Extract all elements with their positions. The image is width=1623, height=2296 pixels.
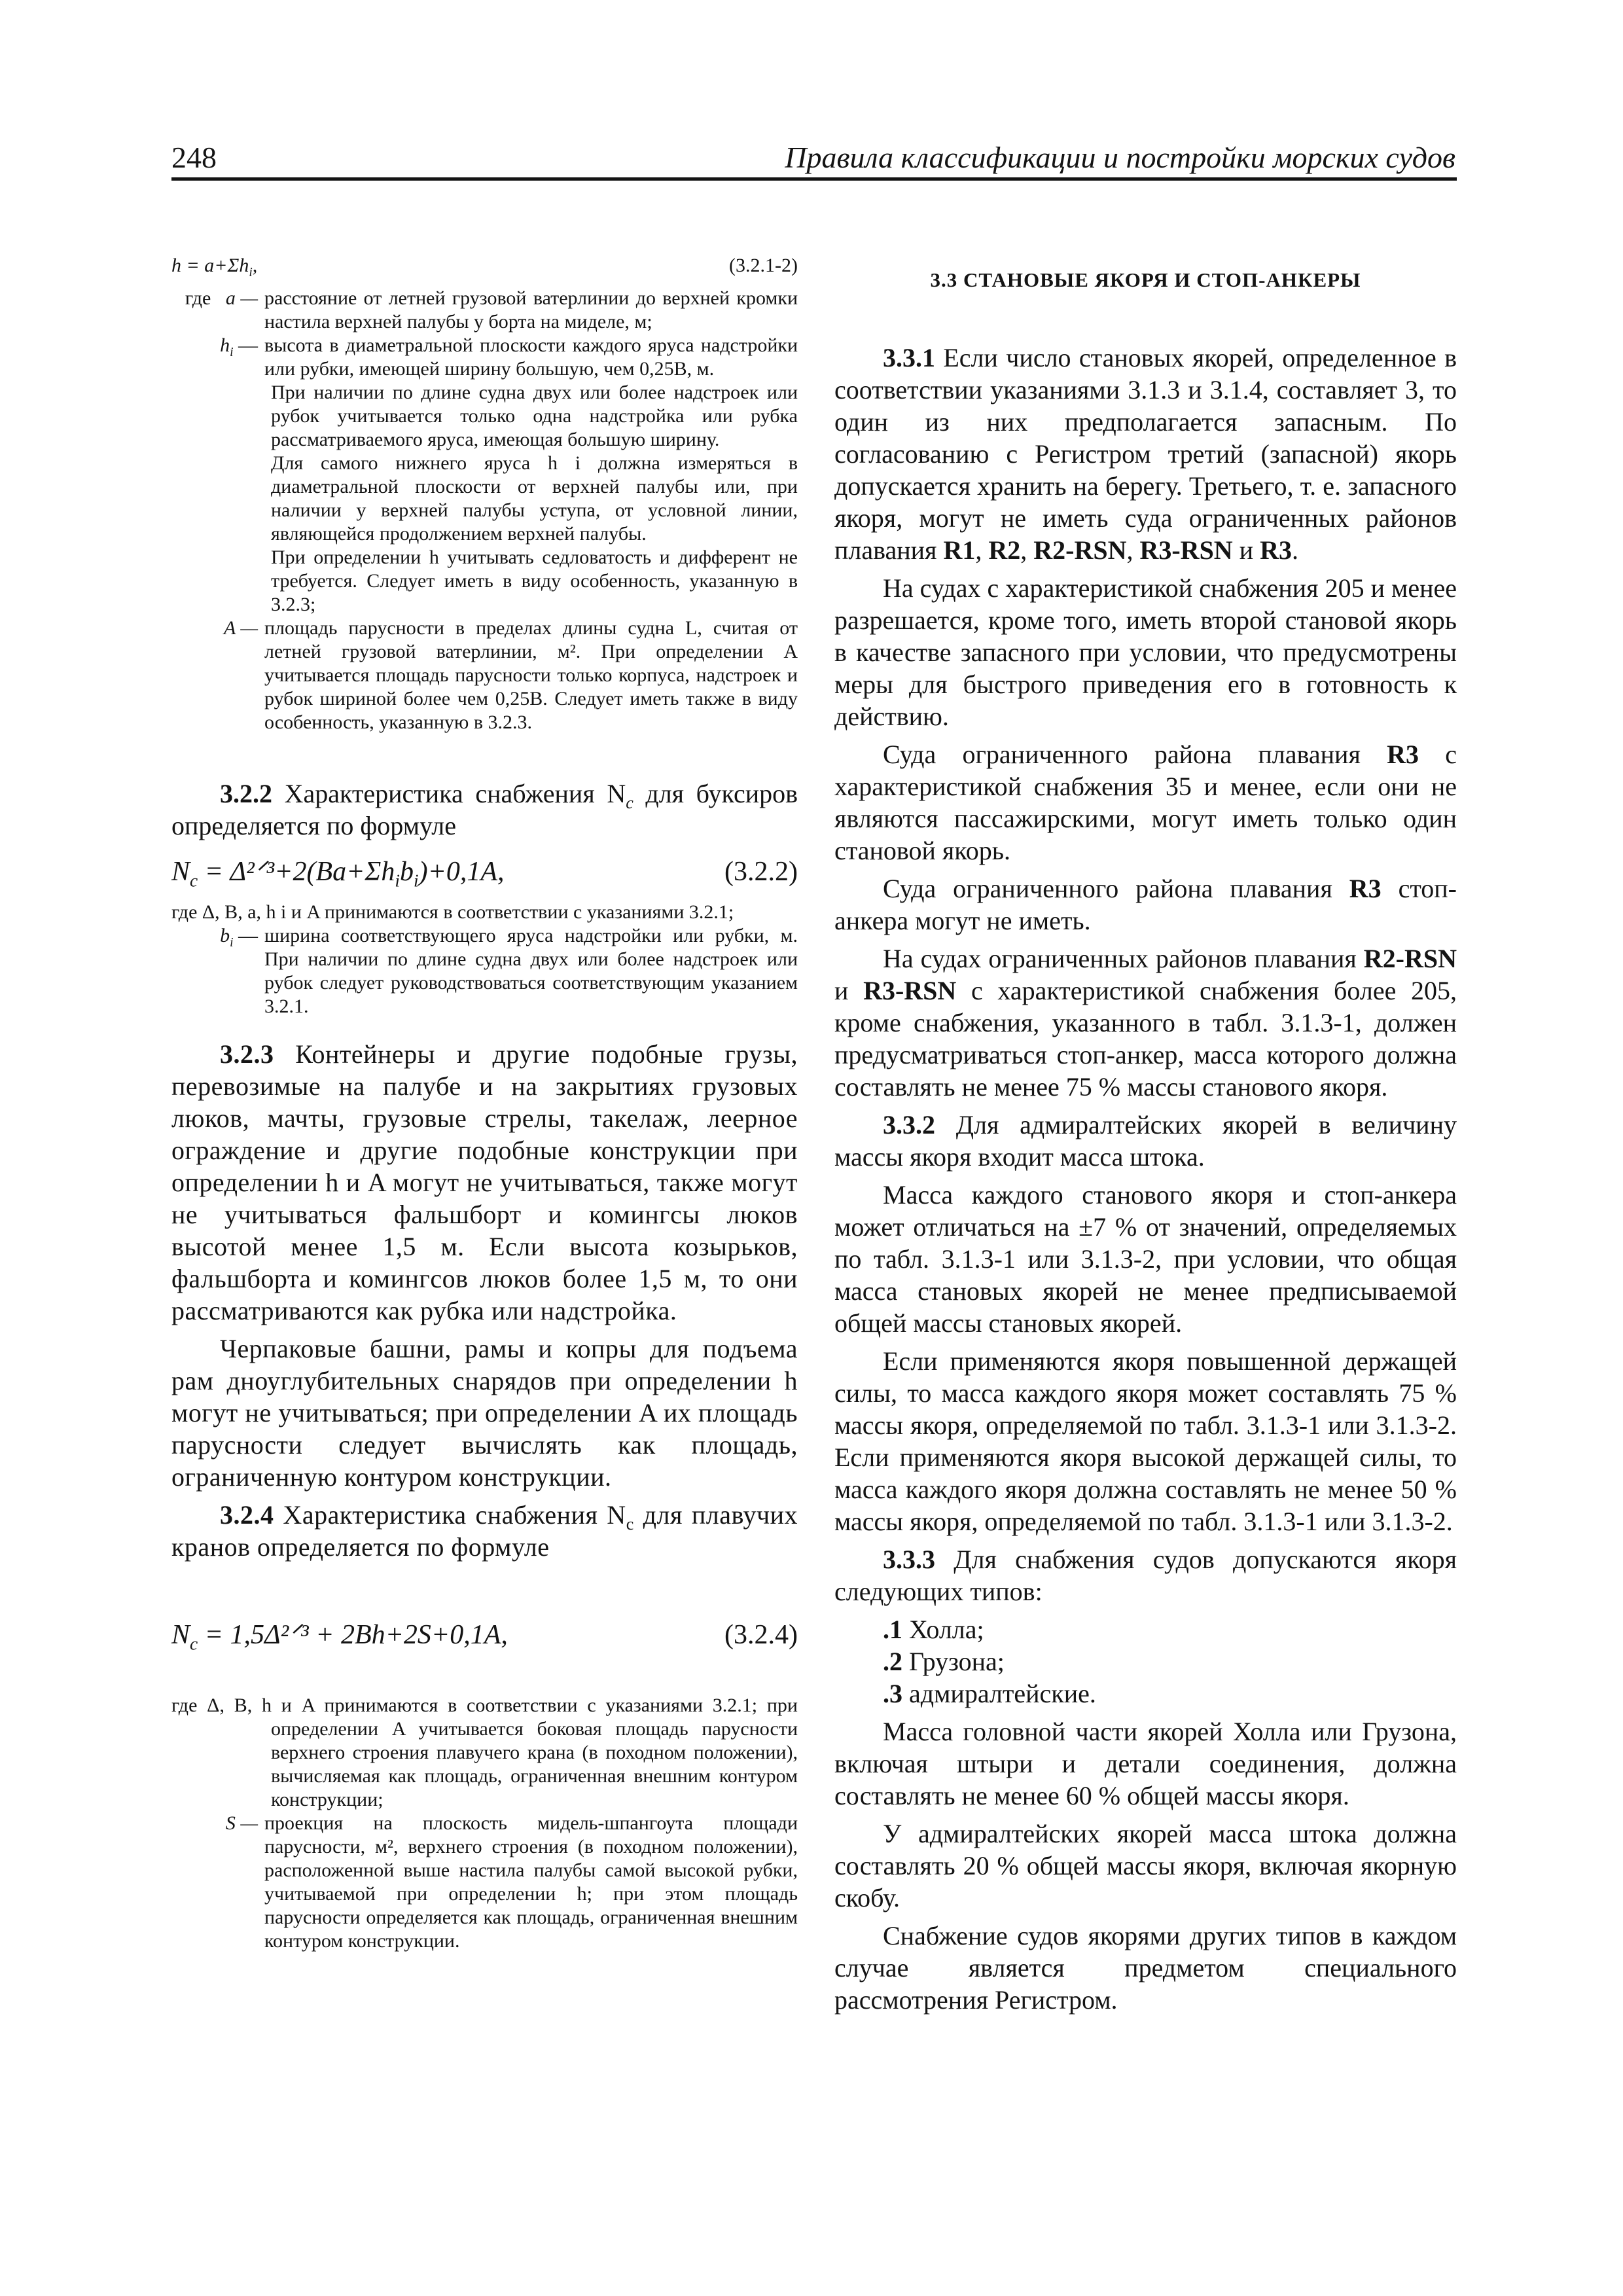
definition-A <box>171 617 798 734</box>
paragraph: Суда ограниченного района плавания R3 с характеристикой снабжения 35 и менее, если они не являются пассажирскими, могут иметь только один становой якорь. <box>834 740 1457 865</box>
definition-a <box>171 287 798 334</box>
definition-term: S — <box>225 1812 258 1834</box>
paragraph: Черпаковые башни, рамы и копры для подъема рам дноуглубительных снарядов при определении h могут не учитываться; при определении A их площадь парусности следует вычислять как площадь, ограниченную контуром конструкции. <box>171 1334 798 1492</box>
list-item: .1 Холла; <box>883 1615 984 1644</box>
definition-note: При определении h учитывать седловатость и дифферент не требуется. Следует иметь в виду особенность, указанную в 3.2.3; <box>271 547 798 615</box>
list-item: .3 адмиралтейские. <box>883 1679 1096 1708</box>
paragraph: Масса каждого станового якоря и стоп-анкера может отличаться на ±7 % от значений, определяемых по табл. 3.1.3-1 или 3.1.3-2, при условии, что общая масса становых якорей не менее предписываемой общей массы становых якорей. <box>834 1180 1457 1338</box>
definition-term: где a — <box>185 287 258 309</box>
formula-expression: $h = a+\Sigma h_i$, <box>171 255 258 279</box>
definition-hi <box>171 334 798 381</box>
formula-3-2-1-2 <box>171 254 798 278</box>
definition-term: $b_i$ — <box>220 925 258 950</box>
header-rule <box>171 177 1457 181</box>
definition-note: Для самого нижнего яруса h i должна измеряться в диаметральной плоскости от верхней палубы или, при наличии у верхней палубы уступа, от условной линии, являющейся продолжением верхней палубы. <box>271 452 798 545</box>
definition-text: проекция на плоскость мидель-шпангоута площади парусности, м², верхнего строения (в походном положении), расположенной выше настила палубы самой высокой рубки, учитываемой при определении h; при этом площадь парусности определяется как площадь, ограниченная внешним контуром конструкции. <box>264 1812 798 1952</box>
paragraph: Суда ограниченного района плавания R3 стоп-анкера могут не иметь. <box>834 874 1457 935</box>
definition-text: площадь парусности в пределах длины судна L, считая от летней грузовой ватерлинии, м². При определении A учитывается площадь парусности только корпуса, надстроек и рубок шириной более чем 0,25B. Следует иметь также в виду особенность, указанную в 3.2.3. <box>264 617 798 733</box>
definitions-block-2 <box>171 901 798 1018</box>
paragraph: 3.3.1 Если число становых якорей, определенное в соответствии указаниями 3.1.3 и 3.1.4, составляет 3, то один из них предполагается запасным. По согласованию с Регистром третий (запасной) якорь допускается хранить на берегу. Третьего, т. е. запасного якоря, могут не иметь суда ограниченных районов плавания R1, R2, R2-RSN, R3-RSN и R3. <box>834 343 1457 565</box>
formula-number: (3.2.4) <box>724 1620 798 1650</box>
definition-bi <box>171 924 798 1018</box>
definitions-block-3 <box>171 1694 798 1953</box>
paragraph: Масса головной части якорей Холла или Грузона, включая штыри и детали соединения, должна составлять не менее 60 % общей массы якоря. <box>834 1717 1457 1810</box>
definition-text: высота в диаметральной плоскости каждого яруса надстройки или рубки, имеющей ширину большую, чем 0,25B, м. <box>264 334 798 380</box>
formula-where: где Δ, B, h и A принимаются в соответствии с указаниями 3.2.1; при определении A учитывается боковая площадь парусности верхнего строения плавучего крана (в походном положении), вычисляемая как площадь, ограниченная внешним контуром конструкции; <box>171 1695 798 1810</box>
paragraph: На судах с характеристикой снабжения 205 и менее разрешается, кроме того, иметь второй становой якорь в качестве запасного при условии, что предусмотрены меры для быстрого приведения его в готовность к действию. <box>834 573 1457 731</box>
definition-note: При наличии по длине судна двух или более надстроек или рубок учитывается только одна надстройка или рубка рассматриваемого яруса, имеющая большую ширину. <box>271 382 798 450</box>
paragraph: У адмиралтейских якорей масса штока должна составлять 20 % общей массы якоря, включая якорную скобу. <box>834 1819 1457 1912</box>
list-item: .2 Грузона; <box>883 1647 1005 1676</box>
page-number: 248 <box>171 141 217 174</box>
section-3-3-body <box>834 342 1457 2016</box>
running-title: Правила классификации и постройки морских судов <box>785 141 1455 174</box>
paragraph: Снабжение судов якорями других типов в каждом случае является предметом специального рассмотрения Регистром. <box>834 1921 1457 2015</box>
paragraph: 3.2.3 Контейнеры и другие подобные грузы, перевозимые на палубе и на закрытиях грузовых люков, мачты, грузовые стрелы, такелаж, леерное ограждение и другие подобные конструкции при определении h и A могут не учитываться, также могут не учитываться фальшборт и комингсы люков высотой менее 1,5 м. Если высота козырьков, фальшборта и комингсов люков более 1,5 м, то они рассматриваются как рубка или надстройка. <box>171 1039 798 1325</box>
formula-number: (3.2.1-2) <box>729 255 798 276</box>
formula-3-2-2 <box>171 855 798 889</box>
paragraph: 3.2.2 Характеристика снабжения $N_c$ для буксиров определяется по формуле <box>171 779 798 840</box>
paragraph-3-2-2 <box>171 778 798 842</box>
formula-expression: $N_c$ = 1,5Δ²ᐟ³ + 2Bh+2S+0,1A, <box>171 1620 508 1654</box>
left-column <box>171 254 798 1953</box>
paragraph: На судах ограниченных районов плавания R2-RSN и R3-RSN с характеристикой снабжения более 205, кроме снабжения, указанного в табл. 3.1.3-1, должен предусматриваться стоп-анкер, масса которого должна составлять не менее 75 % массы станового якоря. <box>834 944 1457 1102</box>
definition-text: расстояние от летней грузовой ватерлинии до верхней кромки настила верхней палубы у борта на миделе, м; <box>264 287 798 332</box>
paragraph: Если применяются якоря повышенной держащей силы, то масса каждого якоря может составлять 75 % массы якоря, определяемой по табл. 3.1.3-1 или 3.1.3-2. Если применяются якоря высокой держащей силы, то масса каждого якоря должна составлять не менее 50 % массы якоря, определяемой по табл. 3.1.3-1 или 3.1.3-2. <box>834 1346 1457 1536</box>
paragraph: 3.2.4 Характеристика снабжения $N_c$ для плавучих кранов определяется по формуле <box>171 1500 798 1562</box>
paragraph: 3.3.3 Для снабжения судов допускаются якоря следующих типов: <box>834 1545 1457 1606</box>
definitions-block-1 <box>171 287 798 734</box>
definition-term: $h_i$ — <box>220 334 258 359</box>
formula-where: где Δ, B, a, h i и A принимаются в соответствии с указаниями 3.2.1; <box>171 901 734 923</box>
formula-expression: $N_c$ = $\Delta^2ᐟ^3+2(Ba+\Sigma h_ib_i)+0,1A$, <box>171 857 505 891</box>
paragraph-3-2-3 <box>171 1038 798 1563</box>
definition-text: ширина соответствующего яруса надстройки или рубки, м. При наличии по длине судна двух или более надстроек или рубок следует руководствоваться соответствующим указанием 3.2.1. <box>264 925 798 1017</box>
paragraph: 3.3.2 Для адмиралтейских якорей в величину массы якоря входит масса штока. <box>834 1110 1457 1172</box>
definition-S <box>171 1812 798 1953</box>
formula-number: (3.2.2) <box>724 857 798 887</box>
right-column <box>834 254 1457 2022</box>
definition-term: A — <box>224 617 258 639</box>
section-title: 3.3 СТАНОВЫЕ ЯКОРЯ И СТОП-АНКЕРЫ <box>930 268 1361 291</box>
formula-3-2-4 <box>171 1618 798 1652</box>
